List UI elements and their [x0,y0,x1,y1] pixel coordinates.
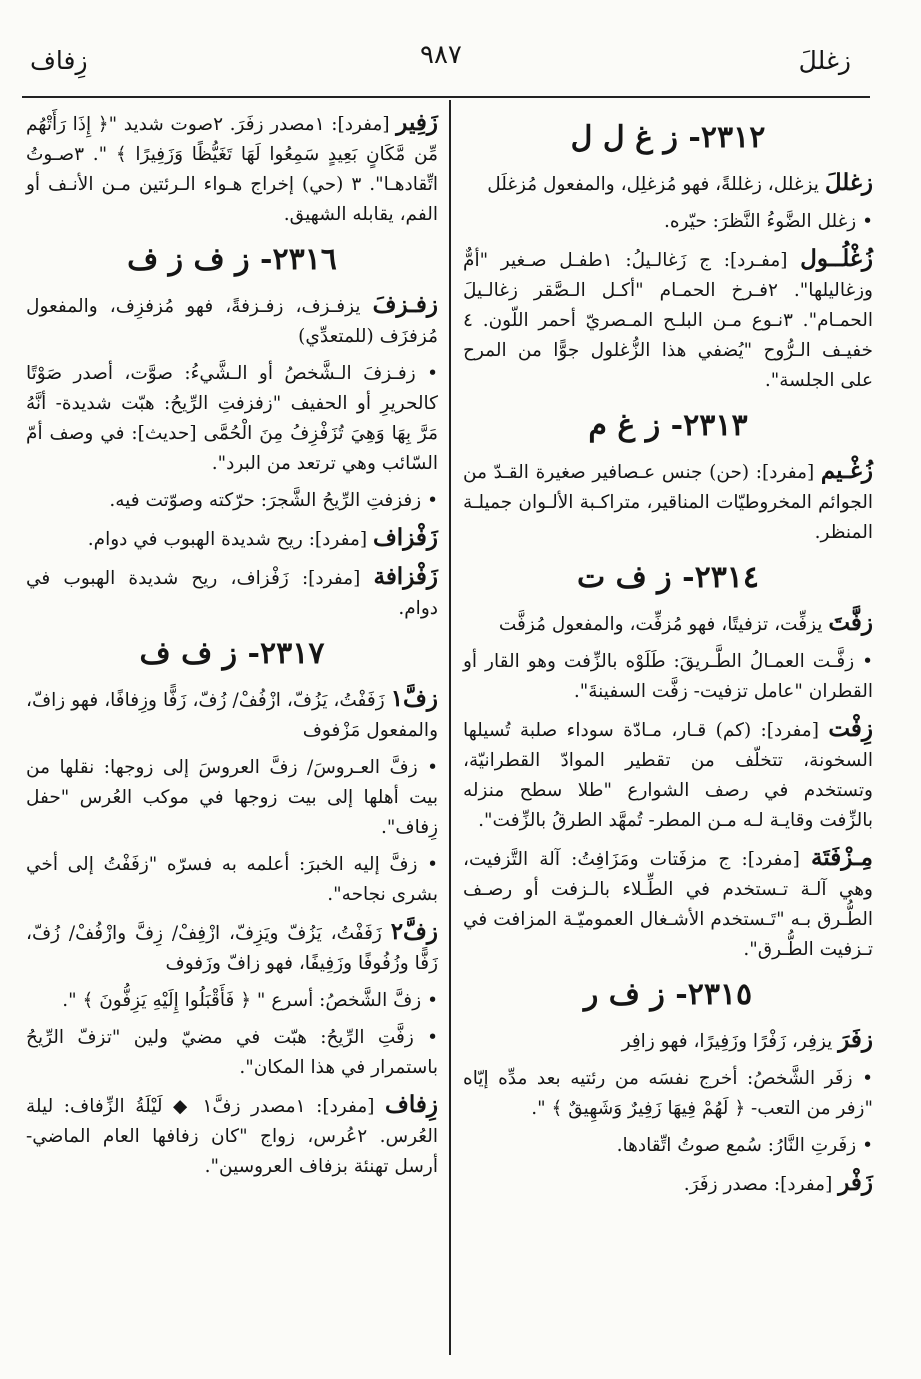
entry-definition: [مفرد]: زَفْزاف، ريح شديدة الهبوب في دوام. [26,568,438,619]
column-divider [449,100,451,1355]
dictionary-entry [463,207,873,237]
dictionary-entry [26,108,438,230]
header-first-word: زغللَ [798,46,851,75]
entry-definition: [مفرد]: (كم) قـار، مـادّة سوداء صلبة تُسيلها السخونة، تتخلّف من تقطير الموادّ القطرانيّة، وتستخدم في رصف الشوارع "طلا سطح منزله بالزِّفت وقايـة لـه مـن المطر- تُمهَّد الطرقُ بالزِّفت". [463,720,873,831]
entry-definition: يزفِّت، تزفيتًا، فهو مُزفِّت، والمفعول مُزفَّت [498,614,829,635]
headword: زُغْـيم [820,457,873,484]
headword: زِفاف [385,1091,438,1118]
entry-definition: • زفَّـت العمـالُ الطَّـريقَ: طَلَوْه بالزِّفت وهو القار أو القطران "عامل تزفيت- زفَّت السفينةَ". [463,651,873,702]
entry-definition: [مفرد]: ج مزفَتات ومَزَافِتُ: آلة التَّزفيت، وهي آلـة تـستخدم في الطِّـلاء بالـزفت أو رصـف الطُّـرق بـه "تَـستخدم الأشـغال العموميّـة المزافت في تـزفيت الطُّـرق". [463,849,873,960]
entry-definition: • زفَّ إليه الخبرَ: أعلمه به فسرّه "زفَفْتُ إلى أخي بشرى نجاحه". [26,854,438,905]
entry-definition: [مفرد]: (حن) جنس عـصافير صغيرة القـدّ من الجوائم المخروطيّات المناقير، متراكـبة الألـوان جميلـة المنظر. [463,462,873,543]
entry-definition: • زفزفتِ الرِّيحُ الشَّجرَ: حرّكته وصوّتت فيه. [109,490,438,511]
root-section-heading: ٢٣١٧- ز ف ف [139,636,325,671]
dictionary-entry [463,714,873,836]
headword: زفَرَ [838,1026,873,1053]
root-section-heading: ٢٣١٣- ز غ م [588,408,748,443]
dictionary-entry [26,523,438,555]
entry-definition: • زفَّ الشَّخصُ: أسرع " ﴿ فَأَقْبَلُوا إِلَيْهِ يَزِفُّونَ ﴾ ". [62,990,438,1011]
dictionary-entry [463,1025,873,1057]
dictionary-entry [463,168,873,200]
dictionary-entry [463,1131,873,1161]
right-column [463,108,873,1207]
headword: مِـزْفَتَة [810,844,873,871]
entry-definition: [مفـرد]: ج زَغالـيلُ: ١طفـل صـغير "أمٌّ وزغاليلها". ٢فـرخ الحمـام "أكـل الـصَّقر زغالـيلَ الحمـام". ٣نـوع مـن البلـح المـصريّ أحمر اللّون. ٤ خفيـف الـرُّوح "يُضفي هذا الزُّغلول جوًّا من المرح على الجلسة". [463,250,874,391]
dictionary-entry [26,290,438,352]
header-rule [22,96,870,98]
root-section-heading: ٢٣١٤- ز ف ت [576,560,760,595]
headword: زَفِير [396,109,438,136]
dictionary-entry [463,244,873,396]
entry-definition: [مفرد]: ١مصدر زفَّ١ ◆ لَيْلَةُ الزِّفاف: ليلة العُرس. ٢عُرس، زواج "كان زفافها العام الماضي- أرسل تهنئة بزفاف العروسين". [26,1096,438,1177]
dictionary-entry [463,1168,873,1200]
dictionary-entry [463,1064,873,1124]
entry-definition: • زفـزفَ الـشَّخصُ أو الـشَّيءُ: صوَّت، أصدر صَوْتًا كالحريرِ أو الحفيف "زفزفتِ الرِّيحُ: هبّت شديدة- أنَّهُ مَرَّ بِهَا وَهِيَ تُزَفْزِفُ مِنَ الْحُمَّى [حديث]: في وصف أمّ السّائب وهي ترتعد من البرد". [26,363,438,474]
headword: زغللَ [824,169,873,196]
headword: زَفْزاف [372,524,438,551]
page-number: ٩٨٧ [420,40,462,70]
entry-definition: • زغلل الضَّوءُ النَّظرَ: حيّره. [663,211,873,232]
left-column [26,108,438,1189]
dictionary-entry [26,1023,438,1083]
entry-definition: [مفرد]: مصدر زفَرَ. [683,1174,839,1195]
headword: زِفْت [828,715,873,742]
headword: زُغْلُــول [800,245,873,272]
dictionary-entry [26,486,438,516]
headword: زفَّتَ [828,609,873,636]
dictionary-entry [463,843,873,965]
dictionary-entry [463,608,873,640]
dictionary-entry [26,753,438,843]
dictionary-entry [26,986,438,1016]
entry-definition: يزفـزف، زفـزفةً، فهو مُزفزِف، والمفعول مُزفزَف (للمتعدِّي) [26,296,438,347]
entry-definition: يزفِر، زَفْرًا وزَفِيرًا، فهو زافِر [621,1031,839,1052]
entry-definition: زَفَفْتُ، يَزُفّ ويَزِفّ، ازْفِفْ/ زِفَّ وازْفُفْ/ زُفّ، زَفًّا وزُفُوفًا وزَفِيفًا، فهو زافّ وزَفوف [26,923,438,974]
entry-definition: • زفَّ العـروسَ/ زفَّ العروسَ إلى زوجها: نقلها من بيت أهلها إلى بيت زوجها في موكب العُرس "حفل زِفاف". [26,757,438,838]
root-section-heading: ٢٣١٦- ز ف ز ف [127,242,337,277]
entry-definition: [مفرد]: ١مصدر زفَرَ. ٢صوت شديد "﴿ إِذَا رَأَتْهُم مِّن مَّكَانٍ بَعِيدٍ سَمِعُوا لَهَا تَغَيُّظًا وَزَفِيرًا ﴾ ". ٣صـوتُ اتِّقادهـا". ٣ (حي) إخراج هـواء الـرئتين مـن الأنـف أو الفم، يقابله الشهيق. [26,114,438,225]
entry-definition: زَفَفْتُ، يَزُفّ، ازْفُفْ/ زُفّ، زَفًّا وزِفافًا، فهو زافّ، والمفعول مَزْفوف [26,690,438,741]
headword: زفَّ١ [390,685,438,712]
root-section-heading: ٢٣١٥- ز ف ر [583,977,753,1012]
dictionary-entry [26,684,438,746]
entry-definition: [مفرد]: ريح شديدة الهبوب في دوام. [87,529,373,550]
entry-definition: • زفَّتِ الرِّيحُ: هبّت في مضيّ ولين "تزفّ الرِّيحُ باستمرار في هذا المكان". [26,1027,438,1078]
entry-definition: • زفَر الشَّخصُ: أخرج نفسَه من رئتيه بعد مدِّه إيّاه "زفر من التعب- ﴿ لَهُمْ فِيهَا زَفِيرٌ وَشَهِيقٌ ﴾ ". [463,1068,873,1119]
dictionary-entry [26,359,438,479]
dictionary-entry [26,1090,438,1182]
headword: زفَّ٢ [390,918,438,945]
root-section-heading: ٢٣١٢- ز غ ل ل [570,120,766,155]
dictionary-entry [463,647,873,707]
entry-definition: • زفَرتِ النَّارُ: سُمع صوتُ اتِّقادها. [616,1135,873,1156]
dictionary-entry [26,562,438,624]
headword: زَفْر [838,1169,873,1196]
headword: زفـزفَ [372,291,438,318]
entry-definition: يزغلل، زغللةً، فهو مُزغلِل، والمفعول مُزغلَل [487,174,825,195]
dictionary-entry [463,456,873,548]
headword: زَفْزافة [373,563,438,590]
header-last-word: زِفاف [30,46,88,75]
dictionary-entry [26,917,438,979]
dictionary-entry [26,850,438,910]
page-header [0,0,921,96]
